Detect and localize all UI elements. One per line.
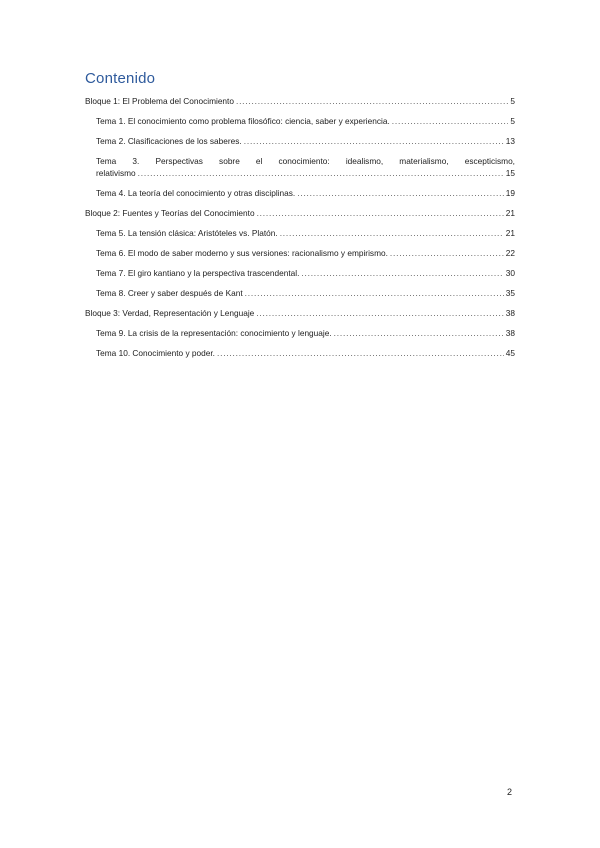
toc-entry-label: Tema 10. Conocimiento y poder.: [96, 348, 215, 358]
toc-leader-dots: [244, 135, 504, 147]
toc-entry-bloque-3[interactable]: [85, 307, 515, 319]
toc-entry-page: 21: [505, 228, 515, 238]
toc-leader-dots: [334, 327, 504, 339]
toc-entry-bloque-1[interactable]: [85, 95, 515, 107]
toc-leader-dots: [280, 227, 504, 239]
toc-leader-dots: [245, 287, 504, 299]
table-of-contents: [85, 95, 515, 359]
toc-entry-page: 15: [505, 168, 515, 178]
toc-entry-page: 22: [505, 248, 515, 258]
toc-entry-label: Tema 9. La crisis de la representación: conocimiento y lenguaje.: [96, 328, 332, 338]
toc-entry-tema-7[interactable]: [96, 267, 515, 279]
toc-leader-dots: [217, 347, 504, 359]
toc-entry-label: Tema 5. La tensión clásica: Aristóteles vs. Platón.: [96, 228, 278, 238]
toc-entry-page: 5: [510, 96, 515, 106]
toc-leader-dots: [236, 95, 508, 107]
toc-entry-bloque-2[interactable]: [85, 207, 515, 219]
toc-leader-dots: [301, 267, 503, 279]
toc-leader-dots: [256, 307, 503, 319]
toc-entry-page: 5: [510, 116, 515, 126]
toc-entry-label-line2: relativismo: [96, 168, 136, 178]
toc-leader-dots: [257, 207, 504, 219]
toc-leader-dots: [297, 187, 504, 199]
toc-entry-tema-4[interactable]: [96, 187, 515, 199]
toc-entry-page: 30: [505, 268, 515, 278]
toc-entry-label: Bloque 2: Fuentes y Teorías del Conocimiento: [85, 208, 255, 218]
toc-leader-dots: [138, 167, 504, 179]
toc-entry-page: 21: [505, 208, 515, 218]
toc-entry-tema-1[interactable]: [96, 115, 515, 127]
toc-entry-tema-8[interactable]: [96, 287, 515, 299]
toc-entry-tema-9[interactable]: [96, 327, 515, 339]
toc-leader-dots: [390, 247, 504, 259]
toc-title: Contenido: [85, 70, 156, 87]
toc-entry-label: Bloque 1: El Problema del Conocimiento: [85, 96, 234, 106]
toc-entry-label: Tema 6. El modo de saber moderno y sus versiones: racionalismo y empirismo.: [96, 248, 388, 258]
toc-entry-label: Bloque 3: Verdad, Representación y Lenguaje: [85, 308, 255, 318]
toc-entry-page: 13: [505, 136, 515, 146]
toc-entry-page: 35: [505, 288, 515, 298]
toc-entry-page: 38: [505, 308, 515, 318]
toc-entry-tema-10[interactable]: [96, 347, 515, 359]
toc-entry-label: Tema 8. Creer y saber después de Kant: [96, 288, 243, 298]
toc-entry-line2: [96, 167, 515, 179]
toc-entry-page: 19: [505, 188, 515, 198]
toc-entry-label: Tema 7. El giro kantiano y la perspectiva trascendental.: [96, 268, 300, 278]
toc-entry-page: 38: [505, 328, 515, 338]
toc-entry-label: Tema 4. La teoría del conocimiento y otras disciplinas.: [96, 188, 296, 198]
toc-entry-page: 45: [505, 348, 515, 358]
toc-entry-label: Tema 2. Clasificaciones de los saberes.: [96, 136, 242, 146]
toc-entry-label-line1: Tema 3. Perspectivas sobre el conocimiento: idealismo, materialismo, escepticismo,: [96, 156, 515, 166]
toc-entry-tema-3[interactable]: [96, 155, 515, 179]
page-number: 2: [507, 787, 513, 797]
toc-leader-dots: [392, 115, 509, 127]
toc-entry-tema-5[interactable]: [96, 227, 515, 239]
toc-entry-label: Tema 1. El conocimiento como problema filosófico: ciencia, saber y experiencia.: [96, 116, 390, 126]
toc-entry-tema-2[interactable]: [96, 135, 515, 147]
toc-entry-tema-6[interactable]: [96, 247, 515, 259]
